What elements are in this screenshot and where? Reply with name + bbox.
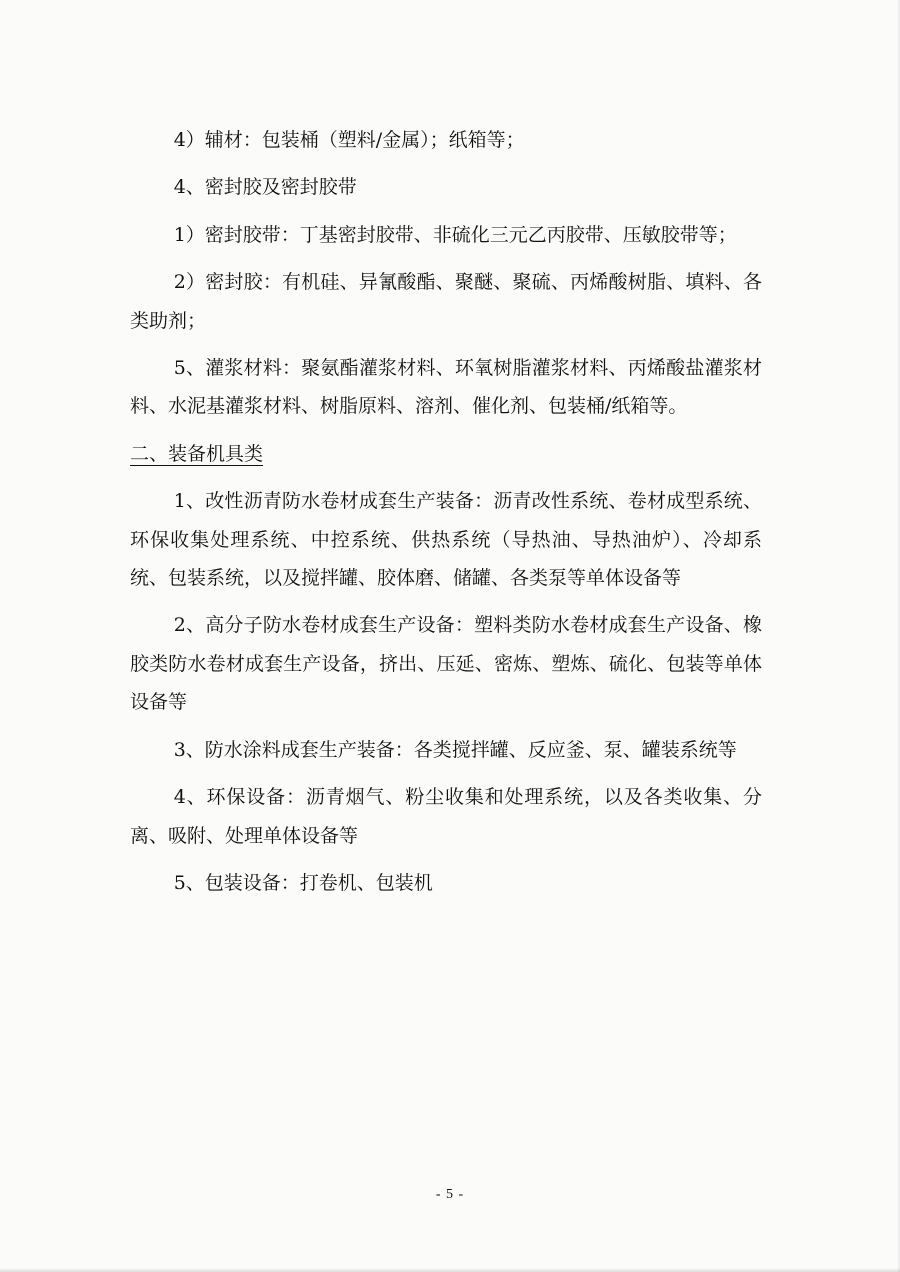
paragraph-sealant-heading: 4、密封胶及密封胶带 [173,176,357,199]
scan-edge-bottom [0,1268,900,1272]
paragraph-grouting-materials: 5、灌浆材料：聚氨酯灌浆材料、环氧树脂灌浆材料、丙烯酸盐灌浆材料、水泥基灌浆材料、树脂原料、溶剂、催化剂、包装桶/纸箱等。 [130,357,762,418]
paragraph-sealant: 2）密封胶：有机硅、异氰酸酯、聚醚、聚硫、丙烯酸树脂、填料、各类助剂； [130,271,762,332]
paragraph-asphalt-membrane-equipment: 1、改性沥青防水卷材成套生产装备：沥青改性系统、卷材成型系统、环保收集处理系统、中控系统、供热系统（导热油、导热油炉）、冷却系统、包装系统，以及搅拌罐、胶体磨、储罐、各类泵等单体设备等 [130,490,762,590]
paragraph-packaging-equipment: 5、包装设备：打卷机、包装机 [173,871,433,894]
paragraph-polymer-membrane-equipment: 2、高分子防水卷材成套生产设备：塑料类防水卷材成套生产设备、橡胶类防水卷材成套生产设备，挤出、压延、密炼、塑炼、硫化、包装等单体设备等 [130,614,762,714]
document-body [130,121,762,911]
page-number: - 5 - [435,1187,465,1202]
section-heading-equipment: 二、装备机具类 [130,442,264,465]
paragraph-coating-equipment: 3、防水涂料成套生产装备：各类搅拌罐、反应釜、泵、罐装系统等 [173,738,737,761]
paragraph-sealing-tape: 1）密封胶带：丁基密封胶带、非硫化三元乙丙胶带、压敏胶带等； [173,223,737,246]
paragraph-environmental-equipment: 4、环保设备：沥青烟气、粉尘收集和处理系统，以及各类收集、分离、吸附、处理单体设备等 [130,786,762,847]
paragraph-auxiliary-materials: 4）辅材：包装桶（塑料/金属）；纸箱等； [173,129,525,151]
